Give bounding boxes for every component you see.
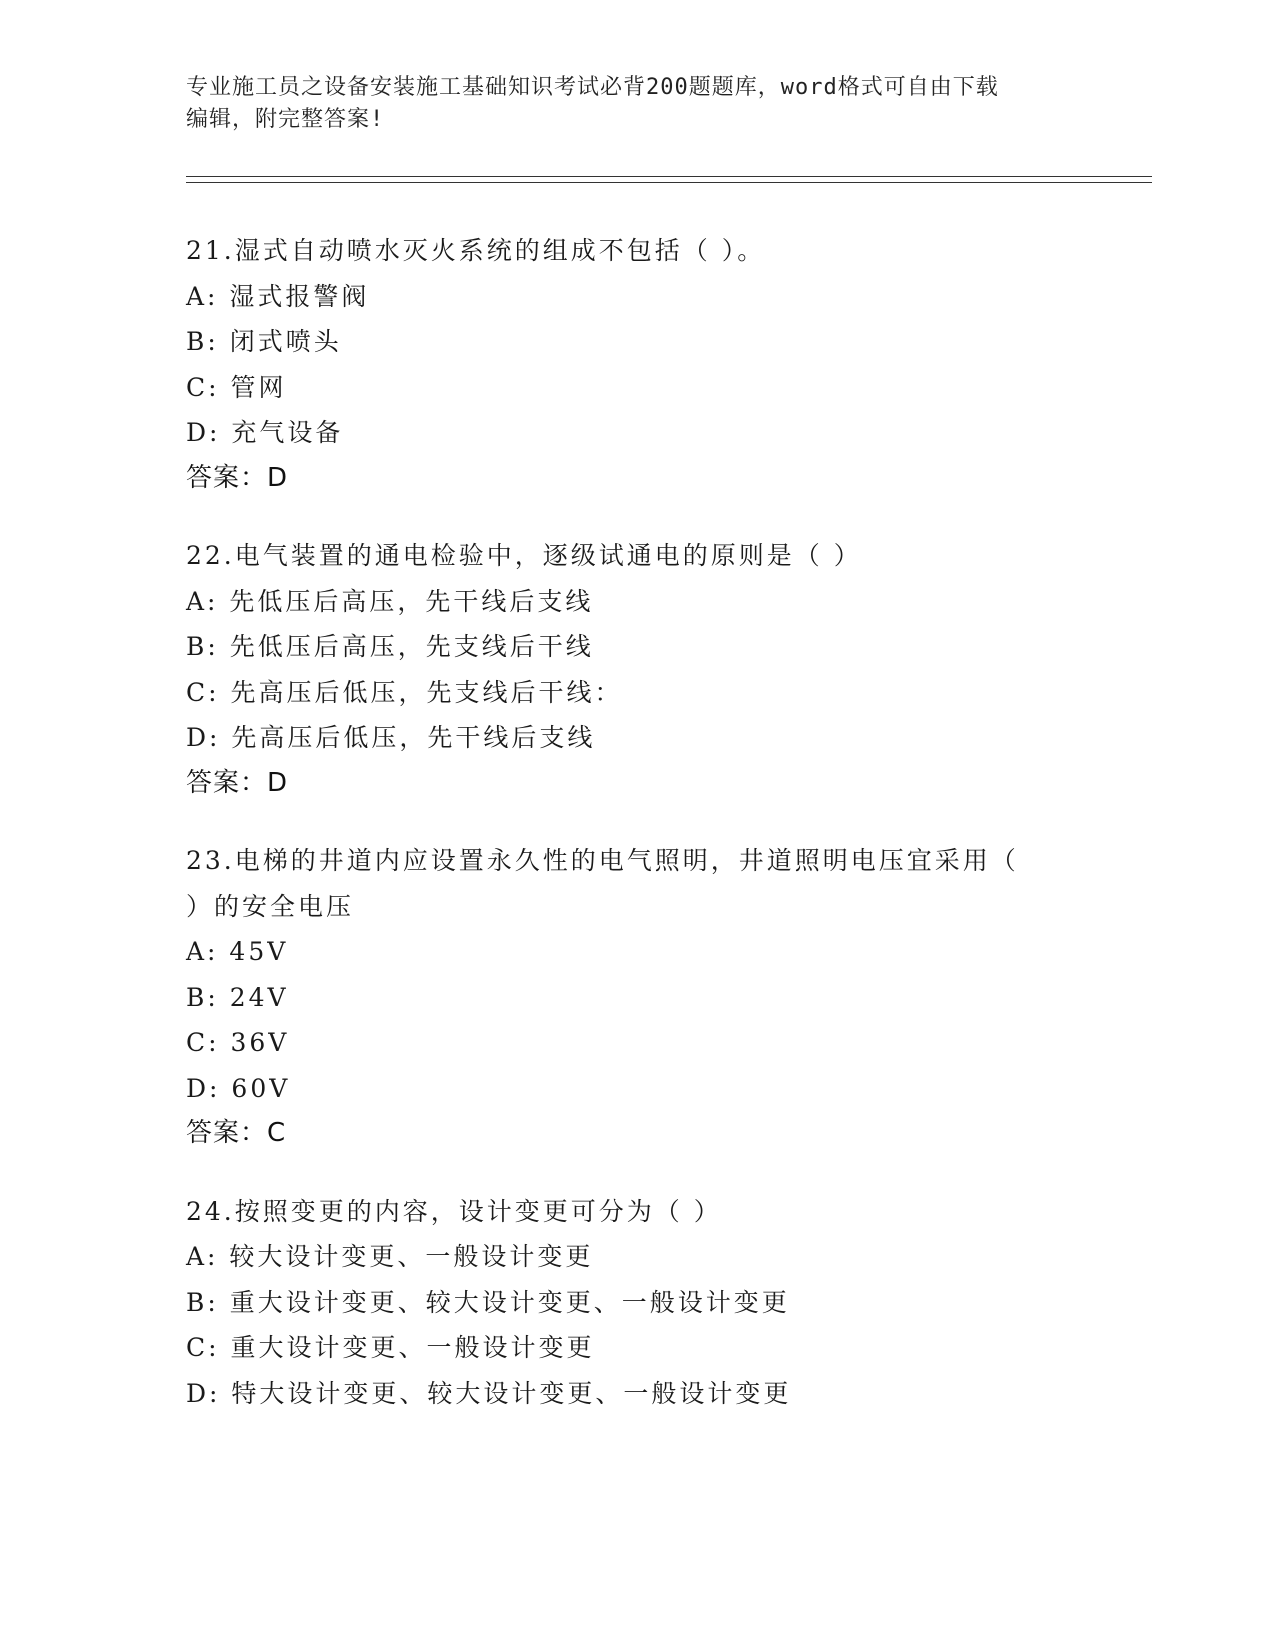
question-stem-line-2: ）的安全电压: [186, 891, 355, 921]
option-a: A: 较大设计变更、一般设计变更: [186, 1242, 594, 1271]
option-d: D: 特大设计变更、较大设计变更、一般设计变更: [186, 1378, 792, 1408]
option-a: A: 45V: [186, 937, 289, 966]
question-21: [186, 228, 1066, 501]
question-stem: 21.湿式自动喷水灭火系统的组成不包括（ ）。: [186, 236, 766, 265]
option-b: B: 24V: [186, 982, 289, 1012]
document-header: [186, 72, 1076, 136]
question-stem-line-1: 23.电梯的井道内应设置永久性的电气照明，井道照明电压宜采用（: [186, 846, 1019, 875]
answer-line: 答案：D: [186, 767, 289, 798]
header-divider-bottom: [186, 182, 1152, 183]
option-c: C: 重大设计变更、一般设计变更: [186, 1333, 595, 1362]
question-22: [186, 533, 1066, 806]
option-c: C: 先高压后低压，先支线后干线：: [186, 677, 623, 707]
option-d: D: 先高压后低压，先干线后支线: [186, 723, 596, 752]
question-stem: 24.按照变更的内容，设计变更可分为（ ）: [186, 1196, 722, 1226]
answer-line: 答案：C: [186, 1118, 287, 1148]
answer-line: 答案：D: [186, 462, 289, 493]
header-title-line-2: 编辑，附完整答案!: [186, 107, 385, 132]
option-b: B: 先低压后高压，先支线后干线: [186, 632, 594, 661]
option-c: C: 管网: [186, 372, 287, 402]
question-stem: 22.电气装置的通电检验中，逐级试通电的原则是（ ）: [186, 541, 862, 570]
option-a: A: 湿式报警阀: [186, 281, 370, 311]
question-23: [186, 838, 1066, 1157]
option-c: C: 36V: [186, 1028, 290, 1057]
question-24: [186, 1189, 1066, 1417]
option-d: D: 充气设备: [186, 418, 344, 447]
header-title-line-1: 专业施工员之设备安装施工基础知识考试必背200题题库，word格式可自由下载: [186, 75, 999, 100]
header-divider-top: [186, 176, 1152, 177]
option-a: A: 先低压后高压，先干线后支线: [186, 586, 594, 616]
question-list: [186, 228, 1066, 1448]
option-d: D: 60V: [186, 1073, 291, 1103]
option-b: B: 重大设计变更、较大设计变更、一般设计变更: [186, 1287, 790, 1317]
option-b: B: 闭式喷头: [186, 327, 342, 356]
